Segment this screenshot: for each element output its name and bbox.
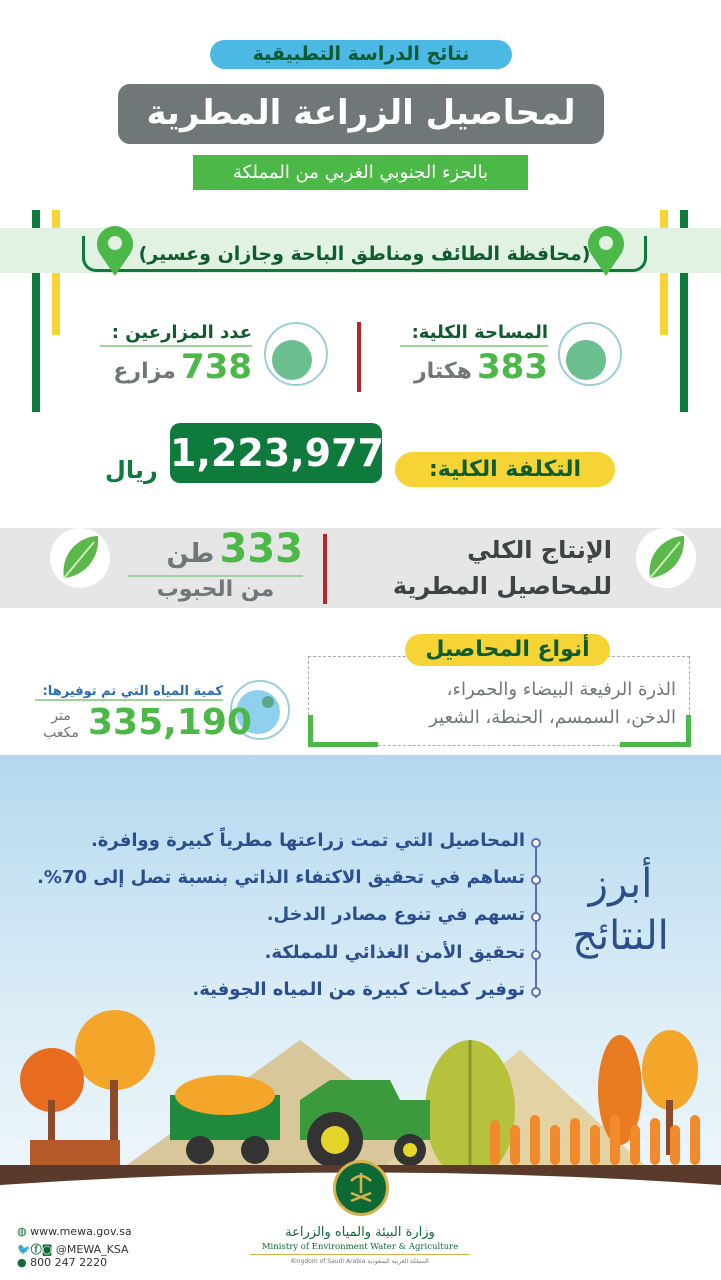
production-unit: طن [166,539,215,569]
crops-line-2: الدخن، السمسم، الحنطة، الشعير [429,707,676,728]
cost-label: التكلفة الكلية: [395,452,615,487]
water-label: كمية المياه التي تم توفيرها: [35,684,223,701]
bullet-icon [531,950,541,960]
result-item: تساهم في تحقيق الاكتفاء الذاتي بنسبة تصل إلى 70%. [37,867,525,888]
production-label-1: الإنتاج الكلي [467,536,612,564]
decor-line [308,715,313,747]
website-link[interactable]: ◍ www.mewa.gov.sa [17,1225,132,1238]
results-title-2: النتائج [572,913,669,959]
phone-icon: ● [17,1256,27,1269]
leaf-icon [50,528,110,588]
area-label: المساحة الكلية: [400,322,548,347]
location-pin-icon [95,224,135,276]
phone-number[interactable]: ● 800 247 2220 [17,1256,108,1269]
bullet-icon [531,838,541,848]
production-label-2: للمحاصيل المطرية [392,572,612,600]
ministry-logo [333,1160,389,1216]
area-circle-icon [558,322,622,386]
location-pin-icon [586,224,626,276]
divider [323,534,327,604]
subtitle-pill: نتائج الدراسة التطبيقية [210,40,512,69]
bullet-icon [531,987,541,997]
result-item: توفير كميات كبيرة من المياه الجوفية. [192,979,525,1000]
leaf-icon [636,528,696,588]
water-value: 335,190 [88,702,252,743]
production-value: 333 [219,526,303,572]
crops-line-1: الذرة الرفيعة البيضاء والحمراء، [446,679,676,700]
decor-line [308,742,378,747]
globe-icon: ◍ [17,1225,27,1238]
ministry-name-en: Ministry of Environment Water & Agriculture [250,1242,470,1255]
crops-title: أنواع المحاصيل [405,634,610,666]
water-unit-2: مكعب [43,725,79,741]
page-title: لمحاصيل الزراعة المطرية [118,84,604,144]
result-item: تحقيق الأمن الغذائي للمملكة. [264,942,525,963]
farmers-value: 738 [181,347,252,387]
result-item: تسهم في تنوع مصادر الدخل. [266,904,525,925]
water-unit-1: متر [51,708,71,724]
bullet-icon [531,912,541,922]
social-handle[interactable]: 🐦ⓕ◙ @MEWA_KSA [17,1243,129,1256]
cost-unit: ريال [105,456,158,484]
kingdom-label: Kingdom of Saudi Arabia المملكة العربية السعودية [291,1258,429,1265]
region-line: بالجزء الجنوبي الغربي من المملكة [193,155,528,190]
decor-line [620,742,690,747]
production-sub: من الحبوب [128,575,303,602]
farmers-unit: مزارع [113,359,176,384]
results-title-1: أبرز [588,861,653,907]
result-item: المحاصيل التي تمت زراعتها مطرياً كبيرة ووافرة. [90,830,525,851]
farmers-label: عدد المزارعين : [100,322,252,347]
area-unit: هكتار [413,359,472,384]
twitter-facebook-instagram-icons: 🐦ⓕ◙ [17,1243,53,1256]
ministry-name-ar: وزارة البيئة والمياه والزراعة [285,1225,435,1240]
farmers-circle-icon [264,322,328,386]
regions-text: (محافظة الطائف ومناطق الباحة وجازان وعسير) [82,236,647,272]
area-value: 383 [477,347,548,387]
bullet-icon [531,875,541,885]
cost-value: 1,223,977 [170,423,382,483]
decor-line [686,715,691,747]
divider [357,322,361,392]
